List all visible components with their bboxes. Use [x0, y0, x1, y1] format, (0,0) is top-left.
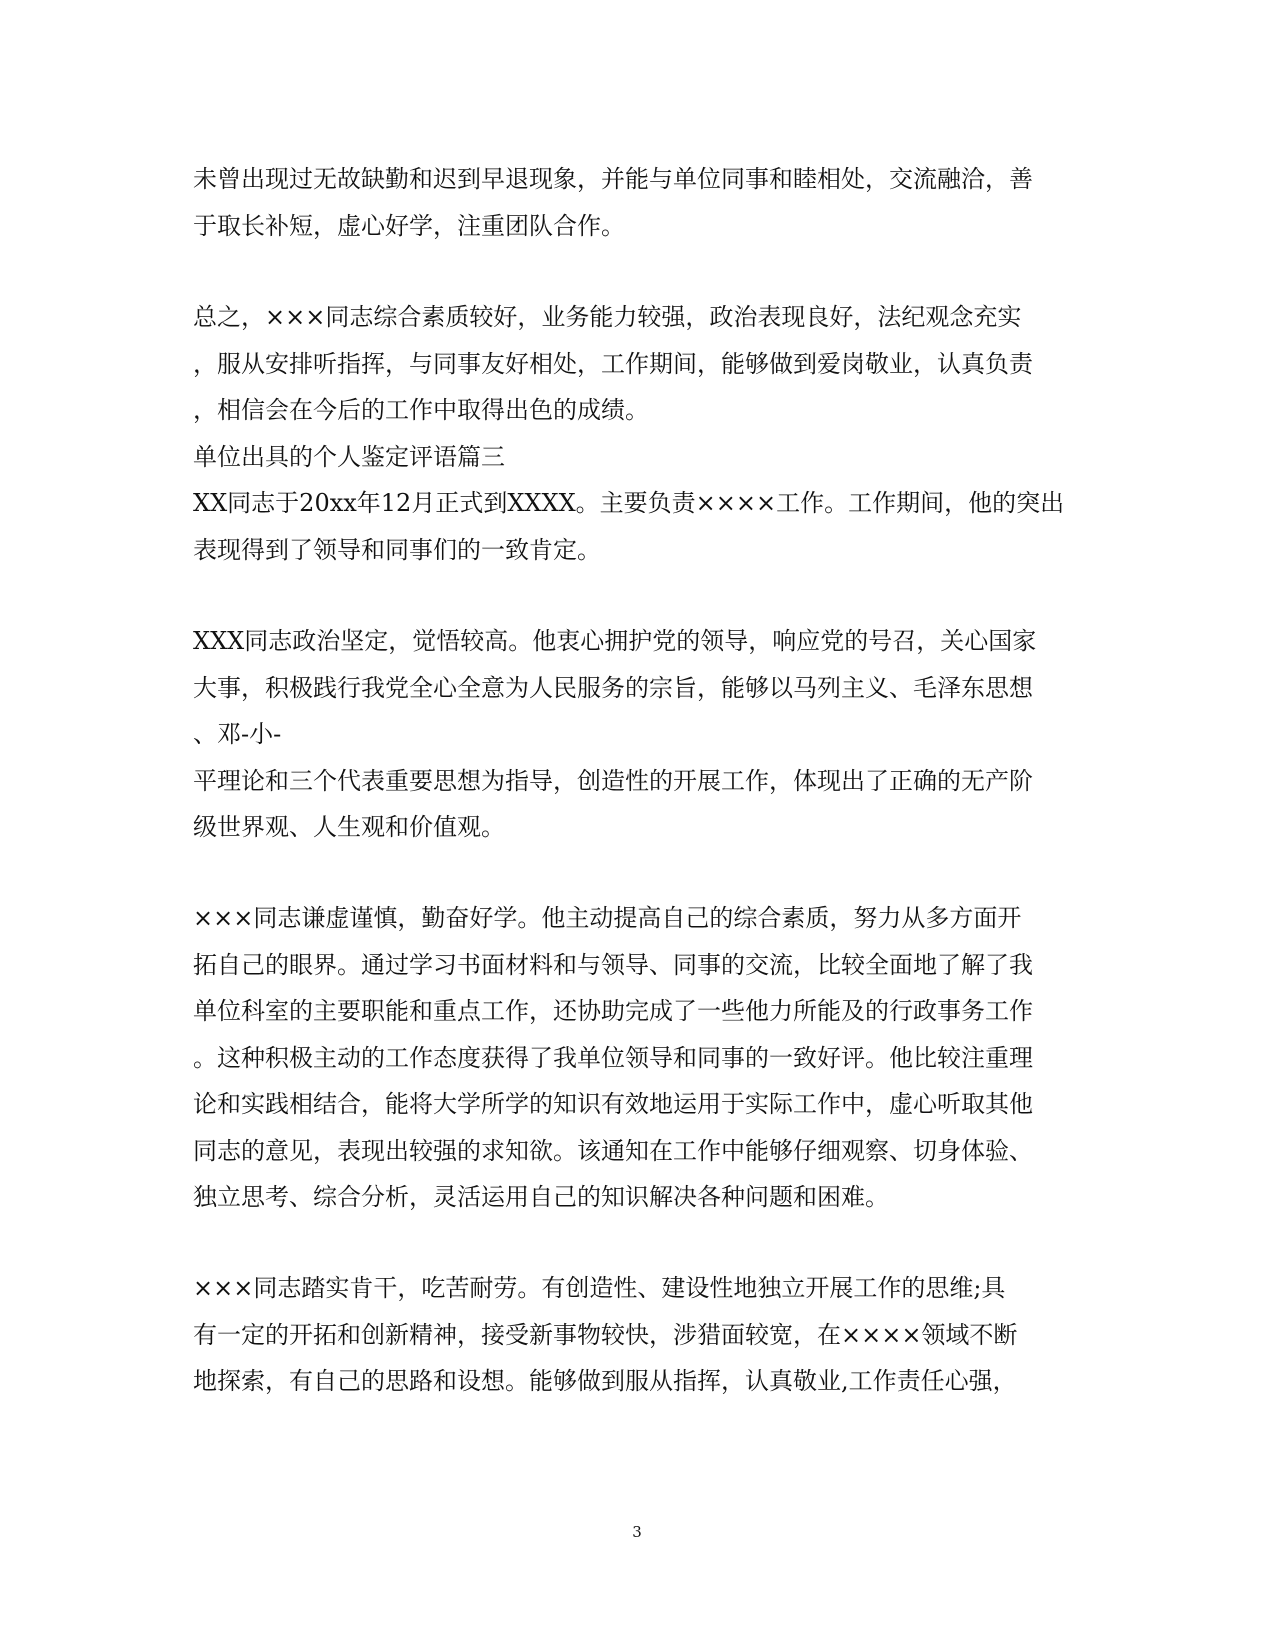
text-line: 级世界观、人生观和价值观。	[193, 813, 505, 841]
text-line: ×××同志踏实肯干，吃苦耐劳。有创造性、建设性地独立开展工作的思维;具	[193, 1274, 1006, 1302]
text-line: 独立思考、综合分析，灵活运用自己的知识解决各种问题和困难。	[193, 1183, 889, 1211]
text-line: XX同志于20xx年12月正式到XXXX。主要负责××××工作。工作期间，他的突出	[193, 489, 1065, 517]
text-line: 、邓-小-	[193, 720, 282, 748]
text-line: 同志的意见，表现出较强的求知欲。该通知在工作中能够仔细观察、切身体验、	[193, 1137, 1033, 1165]
text-line: 单位科室的主要职能和重点工作，还协助完成了一些他力所能及的行政事务工作	[193, 997, 1033, 1025]
text-line: 表现得到了领导和同事们的一致肯定。	[193, 536, 601, 564]
text-line: ，服从安排听指挥，与同事友好相处，工作期间，能够做到爱岗敬业，认真负责	[193, 350, 1033, 378]
text-line: 。这种积极主动的工作态度获得了我单位领导和同事的一致好评。他比较注重理	[193, 1044, 1033, 1072]
text-line: 论和实践相结合，能将大学所学的知识有效地运用于实际工作中，虚心听取其他	[193, 1090, 1033, 1118]
text-line: 于取长补短，虚心好学，注重团队合作。	[193, 212, 625, 240]
page-number: 3	[632, 1523, 642, 1541]
text-line: 地探索，有自己的思路和设想。能够做到服从指挥，认真敬业,工作责任心强，	[193, 1367, 1017, 1395]
text-line: ×××同志谦虚谨慎，勤奋好学。他主动提高自己的综合素质，努力从多方面开	[193, 904, 1022, 932]
section-heading: 单位出具的个人鉴定评语篇三	[193, 443, 505, 471]
text-line: 有一定的开拓和创新精神，接受新事物较快，涉猎面较宽，在××××领域不断	[193, 1321, 1018, 1349]
text-line: 大事，积极践行我党全心全意为人民服务的宗旨，能够以马列主义、毛泽东思想	[193, 674, 1033, 702]
text-line: ，相信会在今后的工作中取得出色的成绩。	[193, 396, 649, 424]
text-line: 拓自己的眼界。通过学习书面材料和与领导、同事的交流，比较全面地了解了我	[193, 951, 1033, 979]
text-line: 总之，×××同志综合素质较好，业务能力较强，政治表现良好，法纪观念充实	[193, 303, 1022, 331]
text-line: 未曾出现过无故缺勤和迟到早退现象，并能与单位同事和睦相处，交流融洽，善	[193, 165, 1033, 193]
text-line: XXX同志政治坚定，觉悟较高。他衷心拥护党的领导，响应党的号召，关心国家	[193, 627, 1037, 655]
text-line: 平理论和三个代表重要思想为指导，创造性的开展工作，体现出了正确的无产阶	[193, 767, 1033, 795]
